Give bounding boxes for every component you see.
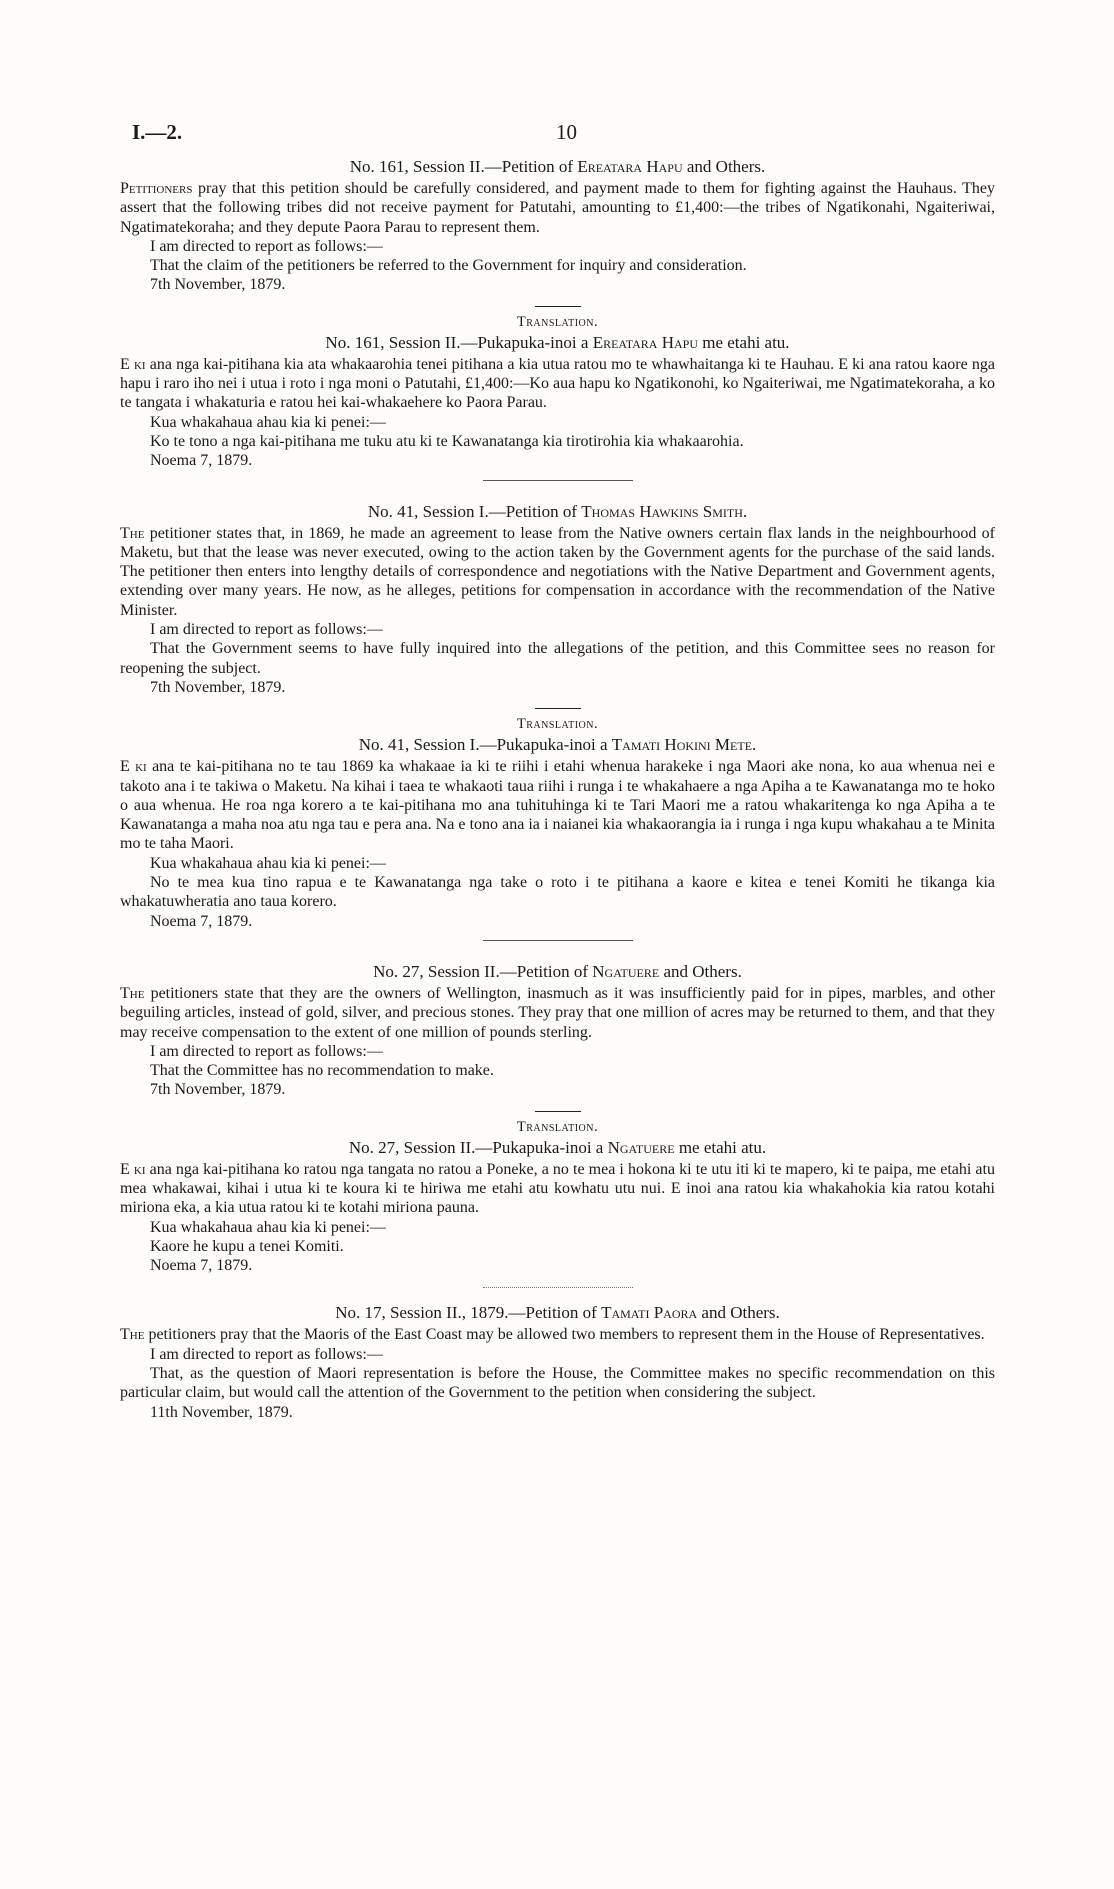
translation-directive: Kua whakahaua ahau kia ki penei:— [150,854,386,872]
petitioner-name: Ereatara Hapu [577,157,683,176]
page-header [120,116,995,156]
translation-title: No. 161, Session II.—Pukapuka-inoi a Ereatara Hapu me etahi atu. [325,332,790,352]
translation-directive: Kua whakahaua ahau kia ki penei:— [150,1218,386,1236]
report-date: 7th November, 1879. [150,1081,286,1099]
translation-recommendation: No te mea kua tino rapua e te Kawanatanga nga take o roto i te pitihana a kaore e kitea e tenei Komiti he tikanga kia whakatuwheratia ano taua korero. [120,874,995,911]
translation-summary: E ki ana nga kai-pitihana ko ratou nga tangata no ratou a Poneke, a no te mea i hokona ki te utu iti ki te mapero, ki te paipa, me etahi atu mea whakawai, kihai i utua ki te koura ki te hiriwa me etahi atu kowhatu utu nui. E inoi ana ratou kia whakahokia kia ratou kotahi miriona eka, a kia utua ratou ki te kotahi miriona pauna. [120,1160,995,1217]
document-page [120,116,995,1422]
report-directive: I am directed to report as follows:— [150,1042,383,1060]
translation-recommendation: Ko te tono a nga kai-pitihana me tuku atu ki te Kawanatanga kia tirotirohia kia whakaarohia. [150,432,744,450]
committee-recommendation: That the Committee has no recommendation to make. [150,1062,494,1080]
report-date: 7th November, 1879. [150,276,286,294]
translation-heading: Translation. [516,716,599,733]
translation-date: Noema 7, 1879. [150,1257,253,1275]
petition-summary: The petitioner states that, in 1869, he made an agreement to lease from the Native owners certain flax lands in the neighbourhood of Maketu, but that the lease was never executed, owing to the action taken by the Government agents for the purchase of the said lands. The petitioner then enters into lengthy details of correspondence and negotiations with the Native Department and Government agents, extending over many years. He now, as he alleges, petitions for compensation in accordance with the recommendation of the Native Minister. [120,524,995,619]
petition-title: No. 17, Session II., 1879.—Petition of Tamati Paora and Others. [335,1303,780,1323]
translation-heading: Translation. [516,313,599,330]
petition-title: No. 161, Session II.—Petition of Ereatara Hapu and Others. [349,157,766,176]
report-directive: I am directed to report as follows:— [150,621,383,639]
committee-recommendation: That the claim of the petitioners be referred to the Government for inquiry and consideration. [150,257,747,275]
committee-recommendation: That, as the question of Maori representation is before the House, the Committee makes no specific recommendation on this particular claim, but would call the attention of the Government to the petition when considering the subject. [120,1365,995,1402]
petition-summary: The petitioners state that they are the owners of Wellington, inasmuch as it was insufficiently paid for in pipes, marbles, and other beguiling articles, instead of gold, silver, and precious stones. They pray that one million of acres may be returned to them, and that they may receive compensation to the extent of one million of pounds sterling. [120,984,995,1041]
translation-title: No. 27, Session II.—Pukapuka-inoi a Ngatuere me etahi atu. [348,1137,767,1157]
translation-summary: E ki ana nga kai-pitihana kia ata whakaarohia tenei pitihana a kia utua ratou mo te whawhaitanga ki te Hauhau. E ki ana ratou kaore nga hapu i raro iho nei i utua i roto i nga moni o Patutahi, £1,400:—Ko aua hapu ko Ngatikonohi, ko Ngaiteriwai, me Ngatimatekoraha, a ko te tangata i whakaturia e ratou hei kai-whakaehere ko Paora Parau. [120,355,995,412]
page-number: 10 [556,120,577,144]
translation-recommendation: Kaore he kupu a tenei Komiti. [150,1237,344,1255]
petition-summary: Petitioners pray that this petition should be carefully considered, and payment made to them for fighting against the Hauhaus. They assert that the following tribes did not receive payment for Patutahi, amounting to £1,400:—the tribes of Ngatikonahi, Ngaiteriwai, Ngatimatekoraha; and they depute Paora Parau to represent them. [120,180,995,236]
report-directive: I am directed to report as follows:— [150,1345,383,1363]
petition-section [120,961,995,1276]
translation-title: No. 41, Session I.—Pukapuka-inoi a Tamati Hokini Mete. [358,735,757,755]
translation-date: Noema 7, 1879. [150,912,253,930]
translation-summary: E ki ana te kai-pitihana no te tau 1869 ka whakaae ia ki te riihi i etahi whenua harakeke i nga Maori ake nona, ko aua whenua nei e takoto ana i te takiwa o Maketu. Na kihai i taea te whakaoti taua riihi i runga i te whakahaere a nga Apiha a te Kawanatanga mo te hoko o aua whenua. He roa nga korero a te kai-pitihana mo ana tuhituhinga ki te Tari Maori me a ratou whakaritenga ko nga Apiha a te Kawanatanga a maha noa atu nga tau e pera ana. Na e tono ana ia i naianei kia whakaorangia ia i runga i nga kupu whakahau a te Minita mo te taha Maori. [120,758,995,853]
short-divider [535,306,581,307]
translation-date: Noema 7, 1879. [150,452,253,470]
report-directive: I am directed to report as follows:— [150,237,383,255]
translation-directive: Kua whakahaua ahau kia ki penei:— [150,413,386,431]
petitioner-name: Thomas Hawkins Smith [581,501,743,521]
petition-section [120,501,995,931]
committee-recommendation: That the Government seems to have fully inquired into the allegations of the petition, and this Committee sees no reason for reopening the subject. [120,640,995,677]
section-divider [483,480,633,481]
section-divider [483,940,633,941]
petition-title: No. 27, Session II.—Petition of Ngatuere and Others. [373,961,742,981]
translation-heading: Translation. [516,1118,599,1135]
petitioner-name: Tamati Paora [601,1303,698,1323]
petition-title: No. 41, Session I.—Petition of Thomas Hawkins Smith. [367,501,748,521]
petition-section [120,1302,995,1421]
section-divider [483,1287,633,1288]
petition-summary: The petitioners pray that the Maoris of the East Coast may be allowed two members to represent them in the House of Representatives. [120,1326,985,1344]
petition-section [120,156,995,471]
report-date: 7th November, 1879. [150,678,286,696]
report-date: 11th November, 1879. [150,1403,293,1421]
document-code: I.—2. [132,120,183,144]
short-divider [535,1111,581,1112]
petitioner-name: Ngatuere [592,961,660,981]
short-divider [535,708,581,709]
